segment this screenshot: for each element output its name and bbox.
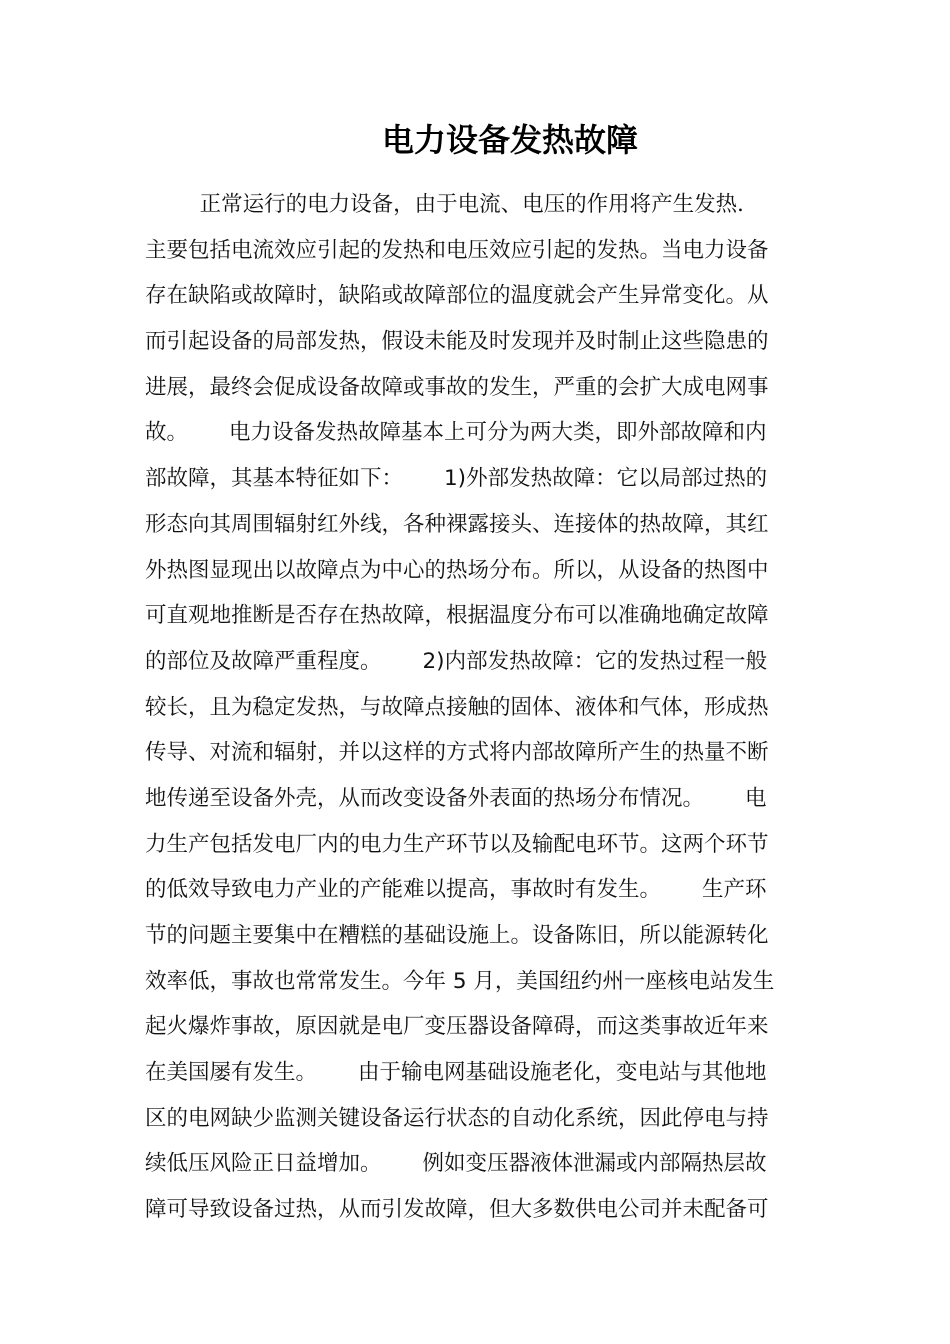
body-line: 故。 电力设备发热故障基本上可分为两大类，即外部故障和内: [145, 420, 767, 446]
document-body: [145, 182, 811, 1233]
body-line: 续低压风险正日益增加。 例如变压器液体泄漏或内部隔热层故: [145, 1151, 767, 1177]
body-line: 在美国屡有发生。 由于输电网基础设施老化，变电站与其他地: [145, 1060, 767, 1086]
body-line: 存在缺陷或故障时，缺陷或故障部位的温度就会产生异常变化。从: [145, 283, 769, 309]
body-line: 而引起设备的局部发热，假设未能及时发现并及时制止这些隐患的: [145, 329, 769, 355]
body-line: 力生产包括发电厂内的电力生产环节以及输配电环节。这两个环节: [145, 831, 769, 857]
document-title: 电力设备发热故障: [381, 121, 638, 159]
body-line: 外热图显现出以故障点为中心的热场分布。所以，从设备的热图中: [145, 557, 769, 583]
body-line: 主要包括电流效应引起的发热和电压效应引起的发热。当电力设备: [145, 237, 769, 263]
body-line: 形态向其周围辐射红外线，各种裸露接头、连接体的热故障，其红: [145, 511, 769, 537]
body-line: 障可导致设备过热，从而引发故障，但大多数供电公司并未配备可: [145, 1197, 769, 1223]
body-line: 可直观地推断是否存在热故障，根据温度分布可以准确地确定故障: [145, 603, 769, 629]
body-line: 地传递至设备外壳，从而改变设备外表面的热场分布情况。 电: [145, 785, 767, 811]
body-line: 传导、对流和辐射，并以这样的方式将内部故障所产生的热量不断: [145, 740, 769, 766]
body-line: 区的电网缺少监测关键设备运行状态的自动化系统，因此停电与持: [145, 1105, 769, 1131]
body-line: 效率低，事故也常常发生。今年 5 月，美国纽约州一座核电站发生: [145, 968, 775, 994]
body-line: 进展，最终会促成设备故障或事故的发生，严重的会扩大成电网事: [145, 374, 769, 400]
body-line: 较长，且为稳定发热，与故障点接触的固体、液体和气体，形成热: [145, 694, 769, 720]
body-line: 节的问题主要集中在糟糕的基础设施上。设备陈旧，所以能源转化: [145, 923, 769, 948]
body-line: 部故障，其基本特征如下： 1)外部发热故障：它以局部过热的: [145, 466, 768, 492]
body-line: 起火爆炸事故，原因就是电厂变压器设备障碍，而这类事故近年来: [145, 1014, 769, 1040]
body-line: 正常运行的电力设备，由于电流、电压的作用将产生发热．: [145, 192, 759, 217]
body-line: 的部位及故障严重程度。 2)内部发热故障：它的发热过程一般: [145, 648, 768, 674]
body-line: 的低效导致电力产业的产能难以提高，事故时有发生。 生产环: [145, 877, 767, 903]
